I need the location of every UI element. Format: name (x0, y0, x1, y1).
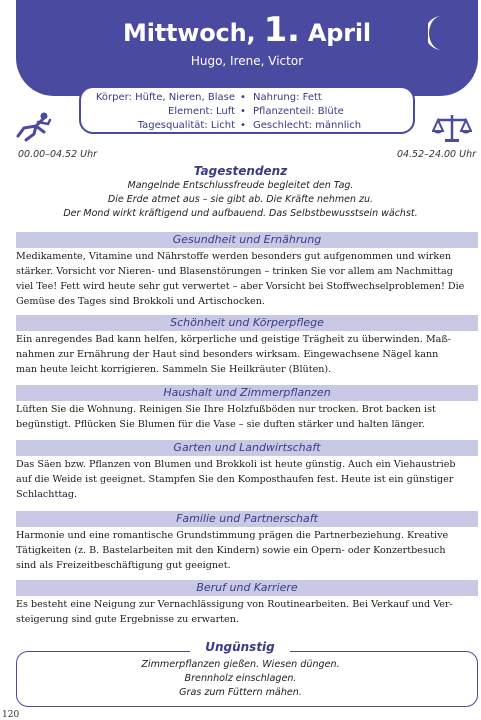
day-number: 1. (263, 10, 300, 50)
unguenstig-line: Zimmerpflanzen gießen. Wiesen düngen. (141, 659, 340, 670)
day-info-box (79, 86, 415, 134)
aquarius-figure-icon (14, 110, 54, 142)
tendenz-line: Die Erde atmet aus – sie gibt ab. Die Kräfte nehmen zu. (107, 194, 374, 205)
page-title (16, 10, 478, 50)
body-line: man heute leicht korrigieren. Sammeln Sie Heilkräuter (Blüten). (16, 364, 332, 375)
info-separator: • (240, 106, 246, 117)
tendenz-line: Mangelnde Entschlussfreude begleitet den Tag. (127, 180, 354, 191)
body-line: Harmonie und eine romantische Grundstimmung prägen die Partnerbeziehung. Kreative (16, 530, 449, 541)
body-line: Lüften Sie die Wohnung. Reinigen Sie Ihre Holzfußböden nur trocken. Brot backen ist (16, 404, 436, 415)
time-range-left: 00.00–04.52 Uhr (18, 149, 98, 160)
time-range-right: 04.52–24.00 Uhr (396, 149, 476, 160)
info-left: Körper: Hüfte, Nieren, Blase (95, 92, 235, 103)
body-line: auf die Weide ist geeignet. Stampfen Sie den Komposthaufen fest. Heute ist ein günstiger (16, 474, 454, 485)
body-line: sind als Freizeitbeschäftigung gut geeignet. (16, 560, 231, 571)
body-line: nahmen zur Ernährung der Haut sind besonders wirksam. Eingewachsene Nägel kann (16, 349, 439, 360)
body-line: Tätigkeiten (z. B. Bastelarbeiten mit den Kindern) sowie ein Opern- oder Konzertbesuch (16, 545, 446, 556)
section-heading-bar (16, 511, 478, 527)
page-number: 120 (2, 710, 20, 720)
info-right: Geschlecht: männlich (253, 120, 362, 131)
tendenz-heading: Tagestendenz (193, 164, 288, 178)
body-line: Gemüse des Tages sind Brokkoli und Artischocken. (16, 296, 265, 307)
section-heading-bar (16, 580, 478, 596)
crescent-moon-icon (428, 14, 454, 52)
section-heading: Beruf und Karriere (196, 581, 298, 594)
unguenstig-heading: Ungünstig (190, 640, 290, 654)
info-right: Nahrung: Fett (253, 92, 322, 103)
weekday: Mittwoch, (123, 19, 256, 47)
section-heading-bar (16, 232, 478, 248)
libra-scales-icon (432, 112, 472, 144)
month: April (307, 19, 371, 47)
info-separator: • (240, 120, 246, 131)
tendenz-line: Der Mond wirkt kräftigend und aufbauend. Das Selbstbewusstsein wächst. (63, 208, 418, 219)
section-heading: Gesundheit und Ernährung (172, 233, 322, 246)
section-heading-bar (16, 385, 478, 401)
section-heading: Haushalt und Zimmerpflanzen (163, 386, 331, 399)
unguenstig-line: Brennholz einschlagen. (184, 673, 297, 684)
info-row (81, 91, 413, 105)
body-line: stärker. Vorsicht vor Nieren- und Blasenstörungen – trinken Sie vor allem am Nachmittag (16, 266, 453, 277)
body-line: Das Säen bzw. Pflanzen von Blumen und Brokkoli ist heute günstig. Auch ein Viehaustrieb (16, 459, 456, 470)
info-left: Tagesqualität: Licht (137, 120, 235, 131)
section-body (16, 332, 478, 377)
body-line: Medikamente, Vitamine und Nährstoffe werden besonders gut aufgenommen und wirken (16, 251, 452, 262)
body-line: viel Tee! Fett wird heute sehr gut verwertet – aber Vorsicht bei Stoffwechselproblemen! Die (16, 281, 465, 292)
body-line: Es besteht eine Neigung zur Vernachlässigung von Routinearbeiten. Bei Verkauf und Ver- (16, 599, 453, 610)
body-line: begünstigt. Pflücken Sie Blumen für die Vase – sie duften stärker und halten länger. (16, 419, 425, 430)
section-heading: Schönheit und Körperpflege (170, 316, 324, 329)
body-line: steigerung sind gute Ergebnisse zu erwarten. (16, 614, 239, 625)
section-heading: Familie und Partnerschaft (176, 512, 318, 525)
info-row (81, 119, 413, 133)
info-left: Element: Luft (168, 106, 235, 117)
info-separator: • (240, 92, 246, 103)
section-body (16, 457, 478, 502)
name-days: Hugo, Irene, Victor (190, 54, 304, 68)
unguenstig-line: Gras zum Füttern mähen. (179, 687, 302, 698)
section-body (16, 249, 478, 309)
date-header (16, 0, 478, 96)
section-body (16, 597, 478, 627)
info-right: Pflanzenteil: Blüte (253, 106, 344, 117)
section-heading-bar (16, 440, 478, 456)
section-body (16, 528, 478, 573)
section-heading-bar (16, 315, 478, 331)
section-body (16, 402, 478, 432)
body-line: Ein anregendes Bad kann helfen, körperliche und geistige Trägheit zu überwinden. Maß- (16, 334, 452, 345)
body-line: Schlachttag. (16, 489, 78, 500)
section-heading: Garten und Landwirtschaft (173, 441, 321, 454)
info-row (81, 105, 413, 119)
